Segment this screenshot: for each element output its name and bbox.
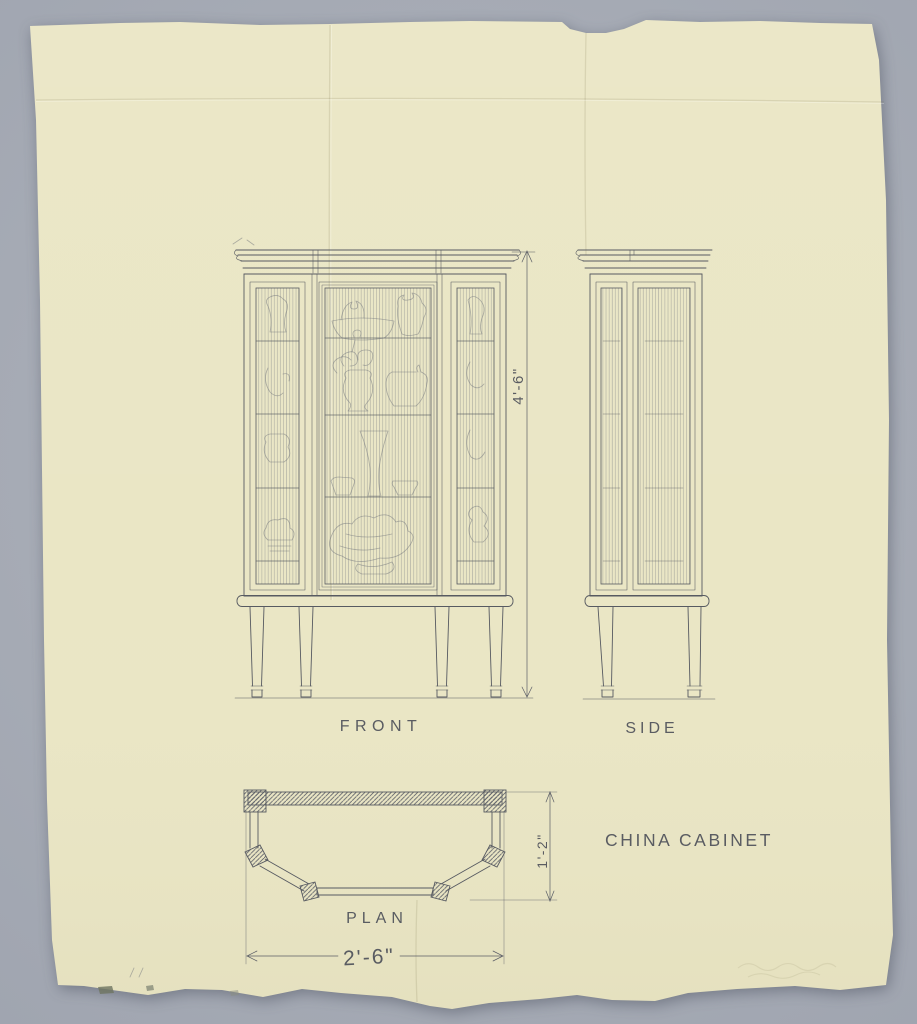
- side-left-panel: [596, 282, 627, 590]
- drawing-title: CHINA CABINET: [605, 830, 773, 850]
- side-right-panel: [633, 282, 695, 590]
- front-left-panel: [250, 282, 305, 590]
- plan-back-rail: [248, 792, 502, 805]
- plan-depth-dimension-label: 1'-2": [534, 833, 550, 869]
- front-right-panel: [451, 282, 500, 590]
- plan-width-dimension-label: 2'-6": [342, 944, 396, 971]
- plan-view-label: PLAN: [346, 910, 408, 927]
- side-view-label: SIDE: [625, 720, 679, 737]
- front-view-label: FRONT: [339, 718, 423, 735]
- front-center-door: [319, 282, 437, 590]
- front-height-dimension-label: 4'-6": [510, 367, 527, 405]
